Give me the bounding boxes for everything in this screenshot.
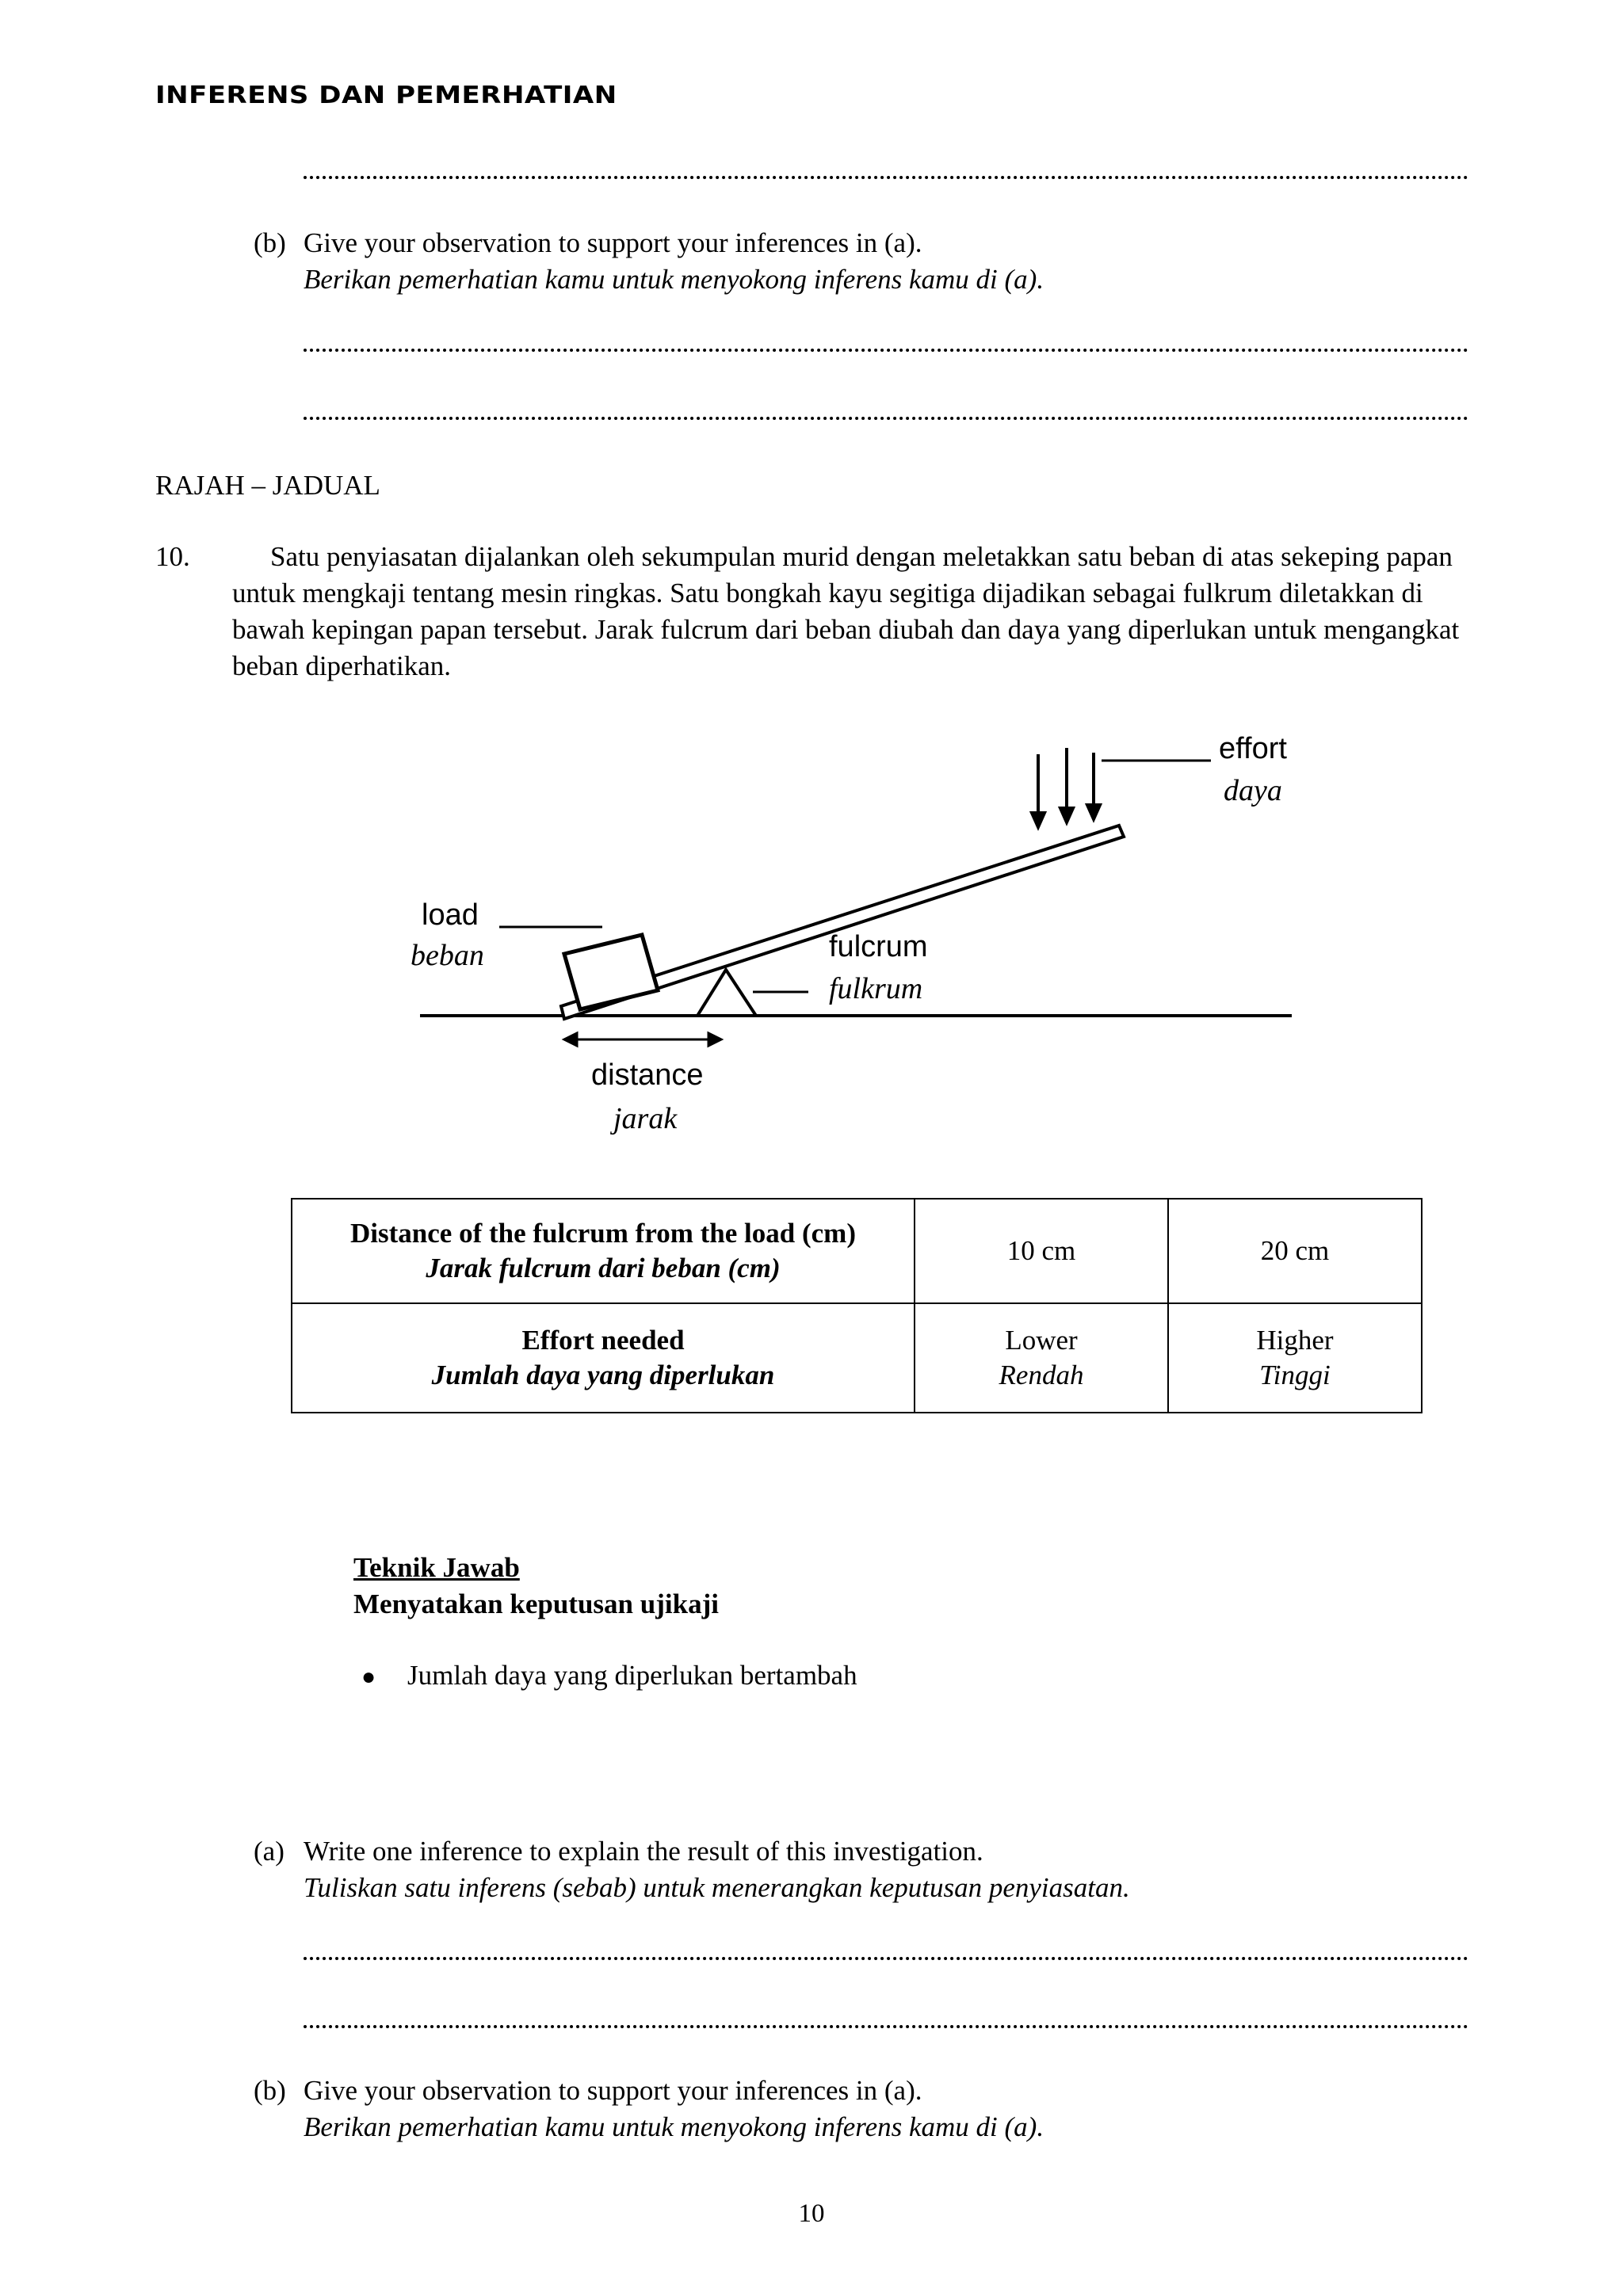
effort-label: effort: [1219, 732, 1287, 765]
cell-value-malay: Tinggi: [1259, 1360, 1331, 1390]
answer-line[interactable]: [304, 1957, 1468, 1960]
lever-diagram: [380, 697, 1331, 1141]
table-cell: [1168, 1303, 1422, 1413]
distance-label-malay: jarak: [613, 1102, 678, 1135]
table-cell: 20 cm: [1168, 1199, 1422, 1303]
question-text-malay: Berikan pemerhatian kamu untuk menyokong inferens kamu di (a).: [304, 264, 1044, 295]
table-row: [292, 1303, 1422, 1413]
fulcrum-label-malay: fulkrum: [829, 972, 923, 1005]
load-box: [564, 935, 658, 1009]
question-text-malay: Berikan pemerhatian kamu untuk menyokong inferens kamu di (a).: [304, 2111, 1044, 2142]
table-row: [292, 1199, 1422, 1303]
table-cell: [915, 1303, 1168, 1413]
question-text: Give your observation to support your inferences in (a).: [304, 2075, 922, 2106]
effort-label-malay: daya: [1224, 774, 1282, 807]
technique-subtitle: Menyatakan keputusan ujikaji: [353, 1589, 719, 1619]
answer-line[interactable]: [304, 417, 1468, 420]
load-label-malay: beban: [411, 939, 484, 972]
cell-value: Higher: [1256, 1325, 1334, 1356]
question-label: (a): [254, 1836, 285, 1867]
table-header-cell: [292, 1199, 915, 1303]
row-header: Effort needed: [521, 1325, 685, 1356]
question-label: (b): [254, 2075, 286, 2106]
load-label: load: [422, 898, 479, 932]
row-header: Distance of the fulcrum from the load (cm): [350, 1218, 856, 1249]
row-header-malay: Jarak fulcrum dari beban (cm): [426, 1253, 781, 1283]
table-header-cell: [292, 1303, 915, 1413]
bullet-icon: ●: [361, 1664, 376, 1690]
question-text: Give your observation to support your inferences in (a).: [304, 227, 922, 258]
technique-title: Teknik Jawab: [353, 1552, 520, 1583]
results-table: [291, 1198, 1423, 1413]
effort-arrows: [1032, 748, 1100, 827]
question-label: (b): [254, 227, 286, 258]
question-number: 10.: [155, 541, 190, 572]
page-number: 10: [798, 2199, 825, 2228]
section-title: RAJAH – JADUAL: [155, 470, 380, 501]
answer-line[interactable]: [304, 349, 1468, 352]
distance-label: distance: [591, 1058, 704, 1092]
cell-value-malay: Rendah: [999, 1360, 1084, 1390]
table-cell: 10 cm: [915, 1199, 1168, 1303]
question-text-malay: Tuliskan satu inferens (sebab) untuk menerangkan keputusan penyiasatan.: [304, 1872, 1130, 1903]
answer-line[interactable]: [304, 176, 1468, 179]
question-text: Write one inference to explain the result of this investigation.: [304, 1836, 983, 1867]
technique-bullet: Jumlah daya yang diperlukan bertambah: [407, 1660, 857, 1691]
question-paragraph: Satu penyiasatan dijalankan oleh sekumpulan murid dengan meletakkan satu beban di atas sekeping papan untuk mengkaji tentang mesin ringkas. Satu bongkah kayu segitiga dijadikan sebagai fulkrum diletakkan di bawah kepingan papan tersebut. Jarak fulcrum dari beban diubah dan daya yang diperlukan untuk mengangkat beban diperhatikan.: [232, 541, 1460, 681]
answer-line[interactable]: [304, 2025, 1468, 2028]
page-header: INFERENS DAN PEMERHATIAN: [155, 81, 617, 109]
row-header-malay: Jumlah daya yang diperlukan: [431, 1360, 775, 1390]
lever-diagram-svg: [380, 697, 1331, 1141]
distance-arrow: [564, 1033, 721, 1046]
fulcrum-triangle: [697, 970, 756, 1016]
fulcrum-label: fulcrum: [829, 930, 928, 963]
cell-value: Lower: [1005, 1325, 1078, 1356]
